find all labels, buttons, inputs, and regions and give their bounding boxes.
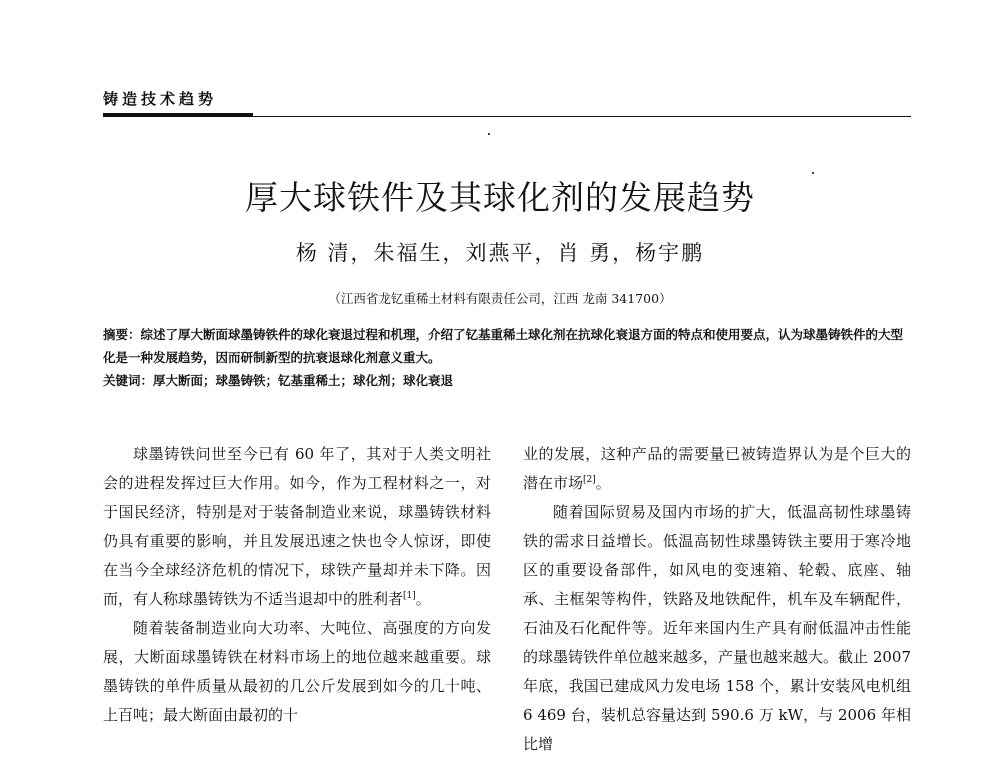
citation-ref[interactable]: [2]	[583, 475, 596, 485]
body-column-left	[103, 440, 491, 730]
paragraph-end: 。	[595, 474, 611, 492]
scan-speck	[488, 133, 490, 135]
body-column-right	[523, 440, 911, 759]
header-rule-thin	[103, 116, 911, 117]
abstract-label: 摘要：	[103, 327, 141, 342]
paragraph	[103, 440, 491, 614]
paragraph: 随着装备制造业向大功率、大吨位、高强度的方向发展，大断面球墨铸铁在材料市场上的地位越来越重要。球墨铸铁的单件质量从最初的几公斤发展到如今的几十吨、上百吨；最大断面由最初的十	[103, 619, 491, 724]
abstract	[103, 323, 911, 369]
journal-section-header: 铸造技术趋势	[103, 90, 218, 108]
paragraph-text: 业的发展，这种产品的需要量已被铸造界认为是个巨大的潜在市场	[523, 445, 911, 492]
article-authors: 杨 清，朱福生，刘燕平，肖 勇，杨宇鹏	[295, 241, 705, 265]
paragraph-end: 。	[415, 590, 431, 608]
article-affiliation: （江西省龙钇重稀土材料有限责任公司，江西 龙南 341700）	[328, 291, 672, 306]
paragraph: 随着国际贸易及国内市场的扩大，低温高韧性球墨铸铁的需求日益增长。低温高韧性球墨铸铁主要用于寒冷地区的重要设备部件，如风电的变速箱、轮毂、底座、轴承、主框架等构件，铁路及地铁配件，机车及车辆配件，石油及石化配件等。近年来国内生产具有耐低温冲击性能的球墨铸铁件单位越来越多，产量也越来越大。截止 2007 年底，我国已建成风力发电场 158 个，累计安装风电机组 6 469 台，装机总容量达到 590.6 万 kW，与 2006 年相比增	[523, 503, 911, 753]
keywords	[103, 369, 911, 392]
citation-ref[interactable]: [1]	[403, 591, 416, 601]
keywords-text: 厚大断面；球墨铸铁；钇基重稀土；球化剂；球化衰退	[153, 373, 454, 388]
paragraph-text: 球墨铸铁问世至今已有 60 年了，其对于人类文明社会的进程发挥过巨大作用。如今，作为工程材料之一，对于国民经济，特别是对于装备制造业来说，球墨铸铁材料仍具有重要的影响，并且发展迅速之快也令人惊讶，即使在当今全球经济危机的情况下，球铁产量却并未下降。因而，有人称球墨铸铁为不适当退却中的胜利者	[103, 445, 491, 608]
keywords-label: 关键词：	[103, 373, 154, 388]
article-title: 厚大球铁件及其球化剂的发展趋势	[245, 178, 755, 217]
abstract-text: 综述了厚大断面球墨铸铁件的球化衰退过程和机理，介绍了钇基重稀土球化剂在抗球化衰退方面的特点和使用要点，认为球墨铸铁件的大型化是一种发展趋势，因而研制新型的抗衰退球化剂意义重大。	[103, 327, 904, 365]
paragraph	[523, 440, 911, 498]
